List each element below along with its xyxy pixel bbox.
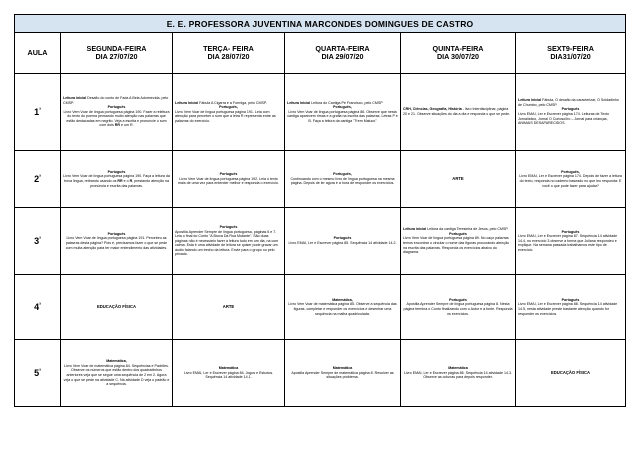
cell-subject: Português <box>219 172 238 177</box>
lesson-cell <box>401 74 516 151</box>
cell-emph: RR <box>117 179 123 183</box>
lesson-row-1 <box>15 74 626 151</box>
cell-body: Livro Vem Voar de língua portuguesa página 190. Faça a leitura da trova lingua, retirando usando os <box>63 174 170 183</box>
lesson-cell <box>285 74 401 151</box>
cell-subject: Matemática <box>332 366 353 371</box>
aula-ordinal: ª <box>39 107 41 113</box>
cell-intro: Fábula A Cigarra e a Formiga, pelo CMSP. <box>198 100 267 105</box>
day-header-wednesday <box>285 33 401 74</box>
aula-ordinal: ª <box>39 302 41 308</box>
cell-subject: Português <box>561 297 580 302</box>
cell-subject: Português <box>219 224 238 229</box>
lesson-cell <box>401 275 516 340</box>
cell-lead: Leitura Inicial <box>175 100 199 105</box>
cell-mid: e o <box>122 179 130 183</box>
day-header-friday <box>516 33 626 74</box>
lesson-cell: ARTE <box>401 151 516 208</box>
lesson-cell <box>173 208 285 275</box>
cell-subject: Português <box>333 236 352 241</box>
aula-header: AULA <box>15 33 61 74</box>
day-date: DIA 28/07/20 <box>207 52 250 61</box>
lesson-cell <box>173 340 285 407</box>
cell-body: Livro EMAI, Ler e Escrever página 174. Depois de fazer a leitura do texto, responda no caderno baseado no que leu responda: E você o que pode fazer para ajudar? <box>519 174 622 188</box>
lesson-cell <box>516 275 626 340</box>
lesson-cell <box>61 208 173 275</box>
day-date: DIA31/07/20 <box>550 52 591 61</box>
aula-number <box>15 151 61 208</box>
aula-ordinal: ª <box>39 368 41 374</box>
cell-subject: Português <box>561 107 580 112</box>
aula-digit: 1 <box>34 107 40 117</box>
day-header-tuesday <box>173 33 285 74</box>
cell-emph: R <box>129 179 133 183</box>
lesson-cell <box>285 340 401 407</box>
cell-body: Livro Vem Voar de língua portuguesa página 191. Leia com atenção para perceber o som que a letra R representa entre as palavras do exercício. <box>175 109 276 123</box>
cell-body: Livro EMAI, Ler e Escrever página 86. Sequência 14 atividade 14.3. Observe as colunas para depois responder. <box>403 370 513 380</box>
lesson-cell: ARTE <box>173 275 285 340</box>
day-name: SEXT9-FEIRA <box>547 43 594 53</box>
aula-number <box>15 275 61 340</box>
lesson-cell <box>516 151 626 208</box>
cell-subject: Português, <box>561 169 580 174</box>
lesson-cell <box>516 74 626 151</box>
cell-lead: Leitura inicial <box>63 95 87 100</box>
cell-emph: RR <box>114 123 120 128</box>
aula-ordinal: ª <box>39 174 41 180</box>
title-row <box>15 15 626 33</box>
cell-body: Livro Vem Voar de língua portuguesa página 86. Observe que nesta cantiga aparecem rimas e a grafia na escrita das palavras. Letras P e B. Faça a leitura da cantiga "Trem Maluco" <box>287 109 398 123</box>
lesson-cell <box>285 208 401 275</box>
cell-subject: Português <box>107 169 126 174</box>
cell-tail: , prestando atenção na pronúncia e escrita das palavras. <box>90 179 169 188</box>
aula-ordinal: ª <box>39 236 41 242</box>
day-date: DIA 27/07/20 <box>95 52 138 61</box>
aula-digit: 3 <box>34 236 40 246</box>
cell-lead: Leitura inicial <box>403 227 427 232</box>
lesson-row-4 <box>15 275 626 340</box>
day-header-monday <box>61 33 173 74</box>
schedule-table <box>14 14 626 407</box>
lesson-cell <box>173 74 285 151</box>
cell-subject: Português <box>107 231 126 236</box>
cell-body: Livro EMAI, Ler e Escrever página 85. Sequência 14 atividade 14.2. <box>288 241 397 245</box>
cell-body: Livro Vem Voar de língua portuguesa página 191. Percebeu as palavras desta página? Pois é, precisamos fazer o que se pede com muita atenção para ter maior entendimento das atividades. <box>65 236 168 250</box>
cell-subject: Português, <box>333 172 352 177</box>
lesson-row-3 <box>15 208 626 275</box>
cell-subject: Português <box>449 231 467 236</box>
cell-subject: Português, <box>219 105 238 110</box>
cell-body: Apostila Aprender Sempre de matemática página 8. Resolver as situações problema. <box>291 370 394 380</box>
cell-body: Livro EMAI, Ler e Escrever página 87. Sequência 14 atividade 14.4, no exercício 3 observe a forma que Juliana respondeu e explique. Na semana passada trabalhamos este tipo de exercício. <box>518 234 618 252</box>
cell-body: Livro EMAI, Ler e Escrever página 174. Leituras de Texto Jornalístico, Jornal O Curioso/Iro – Jornal para crianças, ANIMAIS DESAPARECIDOS. <box>518 112 610 126</box>
day-name: SEGUNDA-FEIRA <box>86 43 147 53</box>
cell-lead: CRH, Ciências, Geografia, História <box>403 107 462 112</box>
lesson-cell <box>61 74 173 151</box>
cell-intro: Leitura da cantiga Teresinha de Jesus, pelo CMSP. <box>426 227 509 232</box>
lesson-cell <box>173 151 285 208</box>
cell-body: Apostila Aprender Sempre de língua portuguesa página 8. Nesta página termina o Conto finalizando com o Autor e a fonte. Responda os exercícios. <box>403 302 513 316</box>
cell-subject: Português <box>107 105 126 110</box>
lesson-cell <box>61 340 173 407</box>
lesson-cell <box>285 151 401 208</box>
cell-body: Apostila Aprender Sempre de língua portuguesa, páginas 6 e 7. Leia o final do Conto "A Bruxa Da Rua Mutante". São duas páginas não é necessário fazer a leitura tudo em um dia, na com calma. Esta é uma atividade de leitura se quiser pode gravar um áudio falando um trecho da leitura. Envie para o grupo ou pelo privado. <box>175 229 279 257</box>
cell-subject: Português <box>449 297 467 302</box>
aula-number <box>15 340 61 407</box>
cell-subject: Português, <box>333 105 352 110</box>
cell-subject: Matemática, <box>106 359 127 364</box>
aula-number <box>15 74 61 151</box>
day-date: DIA 30/07/20 <box>436 52 480 61</box>
lesson-cell <box>401 340 516 407</box>
cell-tail: e um R. <box>120 123 134 128</box>
lesson-cell: EDUCAÇÃO FÍSICA <box>516 340 626 407</box>
lesson-cell: EDUCAÇÃO FÍSICA <box>61 275 173 340</box>
cell-body: Livro Vem Voar de língua portuguesa página 192. Leia o texto mais de uma vez para entender melhor e responda o exercício. <box>178 176 279 186</box>
aula-digit: 2 <box>34 174 40 184</box>
day-name: TERÇA- FEIRA <box>203 43 254 53</box>
cell-subject: Português <box>561 229 580 234</box>
lesson-row-2 <box>15 151 626 208</box>
cell-intro: Fábula, O desafio da caracterizar, O Soldadinho de Chumbo, pelo CMSP. <box>518 98 619 107</box>
aula-digit: 4 <box>34 302 40 312</box>
cell-subject: Matemática <box>218 366 239 371</box>
cell-body: Livro EMAI, Ler e Escrever página 84. Jogos e Estudos. Sequência 14 atividade 14.1. <box>183 370 274 380</box>
cell-body: Livro Vem Voar de matemática página 85. Observe a sequência das figuras, completar e responder os exercícios e desenhar uma sequência na malha quadriculada. <box>288 302 397 316</box>
day-name: QUINTA-FEIRA <box>432 43 484 53</box>
lesson-cell <box>516 208 626 275</box>
header-row <box>15 33 626 74</box>
day-name: QUARTA-FEIRA <box>315 43 370 53</box>
cell-body: Livro Vem Voar de matemática página 84. Sequências e Padrões. Observe os números que estão dentro dos quadradinhos anteriores veja que se segue uma sequência de 2 em 2. Agora veja o que se pede na atividade C. Na atividade D veja o padrão e a sequência. <box>63 363 170 387</box>
day-date: DIA 29/07/20 <box>321 52 364 61</box>
lesson-row-5 <box>15 340 626 407</box>
cell-body: Continuando com o mesmo livro de língua portuguesa na mesma página. Depois de ler agora é a hora de responder os exercícios. <box>290 176 395 186</box>
lesson-cell <box>401 208 516 275</box>
lesson-cell <box>61 151 173 208</box>
cell-body: Livro EMAI, Ler e Escrever página 88. Sequência 14 atividade 14.5, nesta atividade preste bastante atenção quando for responder os exercícios. <box>518 302 618 316</box>
cell-intro: - livro Interdisciplinar, página 20 e 21. Observe situações do dia a dia e responda o que se pede. <box>403 107 511 116</box>
cell-subject: Matemática, <box>332 297 353 302</box>
cell-subject: Matemática <box>448 366 468 371</box>
cell-lead: Leitura Inicial <box>287 100 311 105</box>
cell-intro: Leitura do Cantiga Pé Francisco, pelo CMSP <box>310 100 383 105</box>
cell-body: Livro Vem Voar de língua portuguesa página 89. No caço palavras temos encontrar o circular o nome das figuras procurando atenção na escrita das palavras. Responda os exercícios abaixo do diagrama. <box>403 236 510 255</box>
day-header-thursday <box>401 33 516 74</box>
aula-digit: 5 <box>34 368 40 378</box>
cell-lead: Leitura inicial <box>518 98 542 103</box>
aula-number <box>15 208 61 275</box>
school-title: E. E. PROFESSORA JUVENTINA MARCONDES DOMINGUES DE CASTRO <box>15 15 626 33</box>
lesson-cell <box>285 275 401 340</box>
cell-intro: Desafio do conto de Fada A Bela Adormecida, pelo CMSP. <box>63 95 169 105</box>
cell-body: Livro Vem Voar de língua portuguesa página 190. Fazer a releitura do texto do poema pensando muito atenção nas palavras que estão destacadas em negrito. Veja a escrita e pronuncie o som com dois <box>63 109 170 128</box>
